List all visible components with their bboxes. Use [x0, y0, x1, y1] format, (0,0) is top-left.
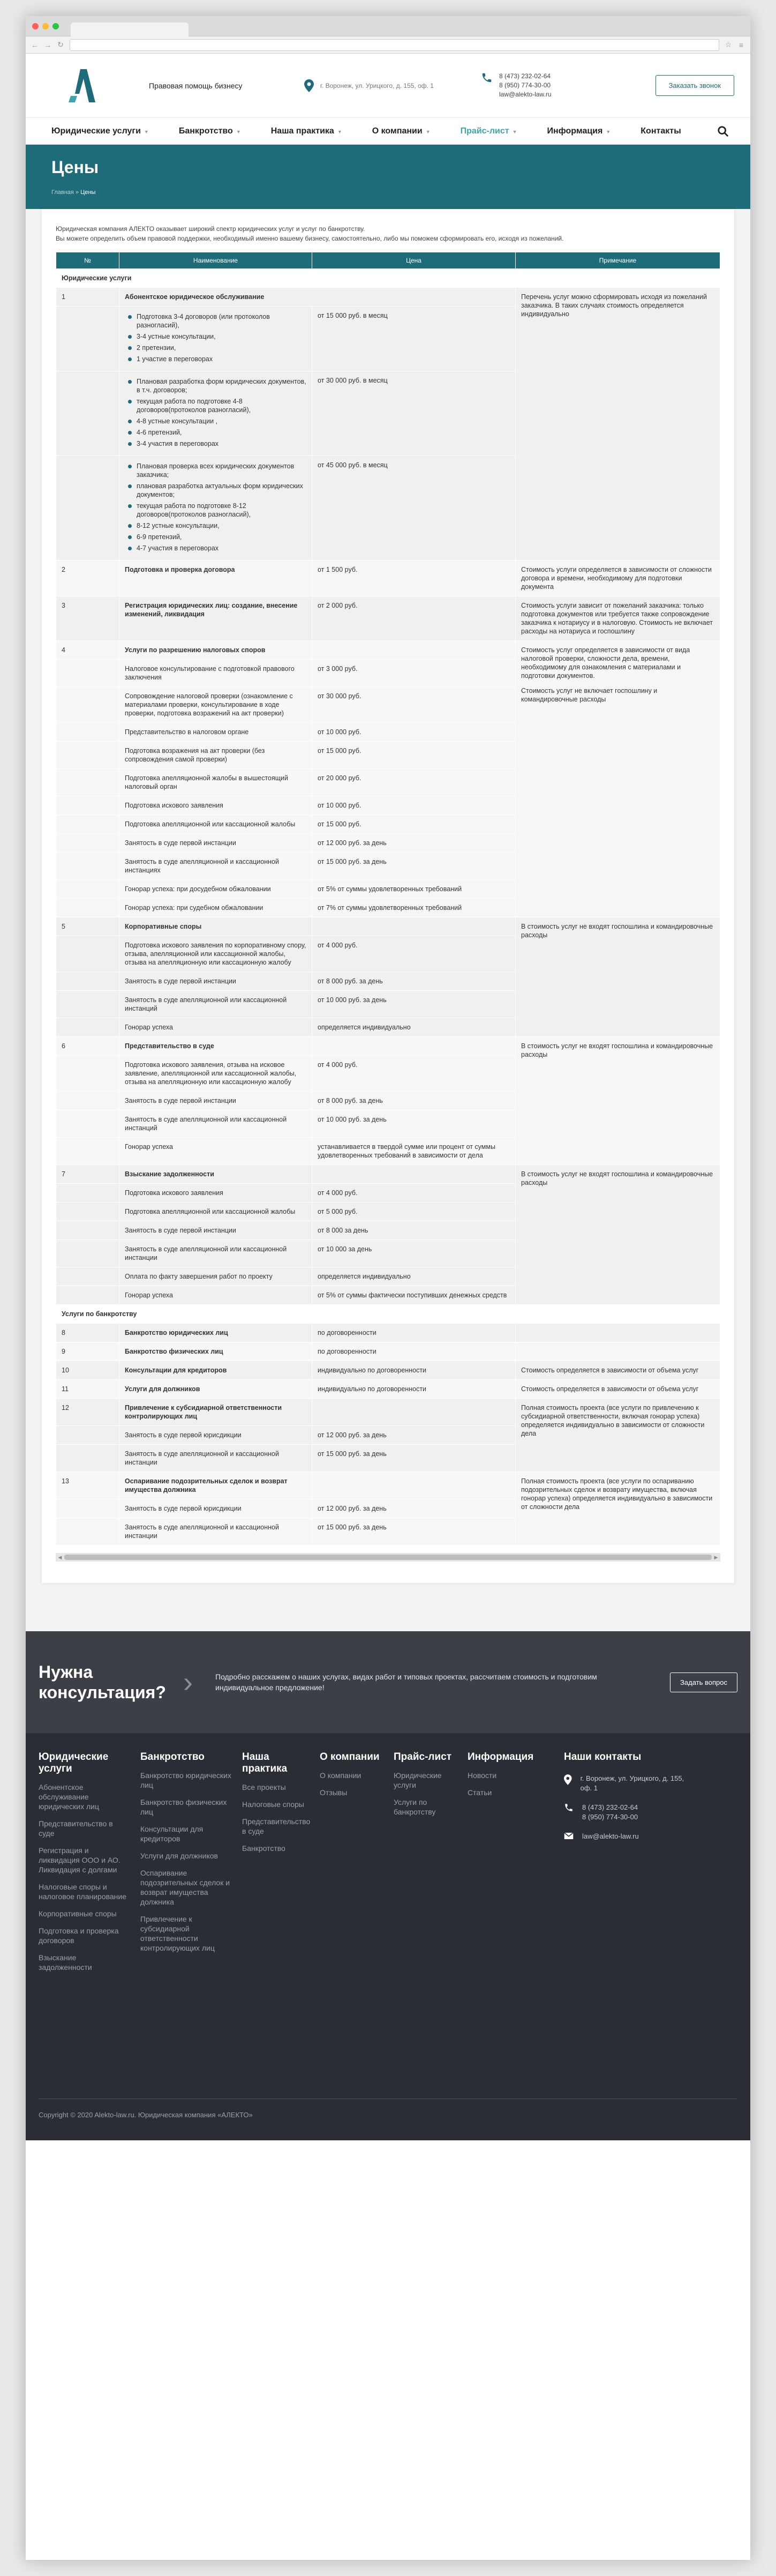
service-price: от 15 000 руб. за день — [312, 1445, 516, 1472]
intro-line-1: Юридическая компания АЛЕКТО оказывает широкий спектр юридических услуг и услуг по банкротству. — [56, 225, 365, 233]
row-number-empty — [56, 853, 119, 880]
row-number: 8 — [56, 1324, 119, 1342]
service-price: от 15 000 руб. — [312, 815, 516, 834]
row-price — [312, 1165, 516, 1184]
price-table — [56, 252, 720, 1545]
row-number: 5 — [56, 917, 119, 936]
ask-question-button[interactable]: Задать вопрос — [670, 1672, 737, 1692]
service-name: Гонорар успеха — [119, 1138, 312, 1165]
row-title: Подготовка и проверка договора — [119, 561, 312, 596]
breadcrumb-home[interactable]: Главная — [51, 189, 74, 196]
list-item: 4-6 претензий, — [137, 428, 306, 437]
footer-link[interactable]: Услуги для должников — [140, 1851, 218, 1860]
service-name: Занятость в суде первой юрисдикции — [119, 1426, 312, 1445]
row-note: Стоимость определяется в зависимости от объема услуг — [516, 1380, 720, 1399]
list-item: 4-7 участия в переговорах — [137, 544, 306, 552]
footer-link[interactable]: Представительство в суде — [39, 1819, 113, 1838]
site-footer — [26, 1733, 750, 2140]
row-number-empty — [56, 1286, 119, 1305]
row-number: 12 — [56, 1399, 119, 1426]
row-number-empty — [56, 1056, 119, 1092]
row-note — [516, 1324, 720, 1342]
browser-window — [26, 16, 750, 2560]
service-name: Подготовка апелляционной жалобы в вышестоящий налоговый орган — [119, 769, 312, 796]
service-price: от 15 000 руб. за день — [312, 1518, 516, 1545]
row-number-empty — [56, 687, 119, 723]
table-row — [56, 596, 720, 641]
footer-link[interactable]: Новости — [468, 1771, 497, 1780]
table-row — [56, 1361, 720, 1380]
row-note: Полная стоимость проекта (все услуги по оспариванию подозрительных сделок и возврату имущества, включая гонорар успеха) определяется индивидуально в зависимости от сложности дела — [516, 1472, 720, 1545]
list-item: 3-4 участия в переговорах — [137, 439, 306, 448]
row-number-empty — [56, 1426, 119, 1445]
list-item: 1 участие в переговорах — [137, 355, 306, 363]
section-row — [56, 269, 720, 288]
table-row — [56, 1324, 720, 1342]
row-title: Банкротство физических лиц — [119, 1342, 312, 1361]
window-controls — [32, 23, 59, 29]
row-number-empty — [56, 991, 119, 1018]
service-name: Подготовка апелляционной или кассационной жалобы — [119, 1203, 312, 1221]
footer-col-pricelist — [394, 1751, 457, 1980]
list-item: 8-12 устные консультации, — [137, 521, 306, 530]
row-number: 7 — [56, 1165, 119, 1184]
service-price: от 12 000 руб. за день — [312, 834, 516, 853]
list-item: плановая разработка актуальных форм юридических документов; — [137, 482, 306, 499]
list-item: 4-8 устные консультации , — [137, 417, 306, 425]
consultation-band — [26, 1631, 750, 1733]
service-name: Представительство в налоговом органе — [119, 723, 312, 742]
row-number: 1 — [56, 288, 119, 307]
service-price: от 15 000 руб. — [312, 742, 516, 769]
main-nav — [26, 118, 750, 145]
row-number: 11 — [56, 1380, 119, 1399]
service-name: Занятость в суде апелляционной и кассационной инстанции — [119, 1518, 312, 1545]
row-number-empty — [56, 1203, 119, 1221]
table-row — [56, 1037, 720, 1056]
col-header-name: Наименование — [119, 252, 312, 269]
table-row — [56, 561, 720, 596]
package-list — [119, 456, 312, 561]
breadcrumb — [51, 189, 725, 196]
chevron-down-icon: ▼ — [606, 129, 611, 135]
row-price: по договоренности — [312, 1324, 516, 1342]
service-price: от 5% от суммы удовлетворенных требований — [312, 880, 516, 899]
header-address-text: г. Воронеж, ул. Урицкого, д. 155, оф. 1 — [320, 81, 434, 89]
table-row — [56, 1472, 720, 1499]
consultation-text: Подробно расскажем о наших услугах, видах работ и типовых проектах, рассчитаем стоимость и подготовим индивидуальное предложение! — [215, 1672, 597, 1692]
chevron-down-icon: ▼ — [337, 129, 342, 135]
service-name: Занятость в суде первой инстанции — [119, 834, 312, 853]
row-number-empty — [56, 742, 119, 769]
service-price: от 5 000 руб. — [312, 1203, 516, 1221]
row-price — [312, 641, 516, 660]
footer-col-title: Прайс-лист — [394, 1751, 452, 1763]
service-name: Занятость в суде первой инстанции — [119, 1092, 312, 1110]
row-note — [516, 1342, 720, 1361]
package-price: от 15 000 руб. в месяц — [312, 307, 516, 371]
browser-tab[interactable] — [71, 23, 189, 36]
footer-link[interactable]: Статьи — [468, 1788, 492, 1797]
col-header-price: Цена — [312, 252, 516, 269]
service-name: Оплата по факту завершения работ по проекту — [119, 1267, 312, 1286]
row-price: от 2 000 руб. — [312, 596, 516, 641]
footer-link[interactable]: Взыскание задолженности — [39, 1953, 92, 1972]
package-list — [119, 371, 312, 456]
row-note: В стоимость услуг не входят госпошлина и командировочные расходы — [516, 917, 720, 1037]
service-price: от 30 000 руб. — [312, 687, 516, 723]
footer-col-title: Юридические услуги — [39, 1751, 109, 1774]
package-price: от 45 000 руб. в месяц — [312, 456, 516, 561]
service-name: Занятость в суде апелляционной или кассационной инстанции — [119, 1240, 312, 1267]
price-table-body — [56, 269, 720, 1545]
scroll-thumb[interactable] — [64, 1555, 712, 1560]
list-item: текущая работа по подготовке 8-12 договоров(протоколов разногласий), — [137, 502, 306, 519]
page-title: Цены — [51, 158, 99, 177]
phone-icon — [481, 72, 493, 84]
list-item: Подготовка 3-4 договоров (или протоколов разногласий), — [137, 312, 306, 330]
service-price: от 4 000 руб. — [312, 1056, 516, 1092]
footer-email[interactable]: law@alekto-law.ru — [582, 1832, 639, 1840]
footer-col-title: Наша практика — [242, 1751, 288, 1774]
footer-link[interactable]: Отзывы — [320, 1788, 348, 1797]
service-price: от 7% от суммы удовлетворенных требований — [312, 899, 516, 917]
nav-item-bankruptcy[interactable]: Банкротство ▼ — [178, 126, 241, 136]
footer-contacts — [564, 1751, 692, 1980]
service-price: от 12 000 руб. за день — [312, 1499, 516, 1518]
footer-contacts-title: Наши контакты — [564, 1751, 642, 1763]
row-title: Представительство в суде — [119, 1037, 312, 1056]
row-note: Перечень услуг можно сформировать исходя из пожеланий заказчика. В таких случаях стоимость определяется индивидуально — [516, 288, 720, 561]
tagline: Правовая помощь бизнесу — [149, 81, 243, 90]
service-price: от 8 000 за день — [312, 1221, 516, 1240]
service-price: от 10 000 руб. — [312, 723, 516, 742]
header-address — [304, 79, 459, 92]
footer-link[interactable]: Оспаривание подозрительных сделок и возврат имущества должника — [140, 1869, 230, 1906]
table-row — [56, 1165, 720, 1184]
service-price: от 8 000 руб. за день — [312, 1092, 516, 1110]
service-name: Подготовка возражения на акт проверки (без сопровождения самой проверки) — [119, 742, 312, 769]
menu-icon[interactable]: ≡ — [739, 40, 744, 49]
footer-phone-1[interactable]: 8 (473) 232-02-64 — [582, 1803, 638, 1811]
service-name: Подготовка искового заявления — [119, 796, 312, 815]
row-number: 9 — [56, 1342, 119, 1361]
forward-arrow-icon[interactable]: → — [44, 40, 51, 49]
site-header — [26, 54, 750, 118]
service-name: Налоговое консультирование с подготовкой правового заключения — [119, 660, 312, 687]
footer-link[interactable]: Корпоративные споры — [39, 1909, 117, 1918]
service-price: от 3 000 руб. — [312, 660, 516, 687]
service-name: Занятость в суде первой юрисдикции — [119, 1499, 312, 1518]
row-number: 13 — [56, 1472, 119, 1499]
list-item: 6-9 претензий, — [137, 533, 306, 541]
nav-item-contacts[interactable]: Контакты — [641, 126, 681, 136]
footer-link[interactable]: Банкротство юридических лиц — [140, 1771, 231, 1789]
chevron-down-icon: ▼ — [512, 129, 517, 135]
list-item: 2 претензии, — [137, 344, 306, 352]
list-item: Плановая разработка форм юридических документов, в т.ч. договоров; — [137, 378, 306, 394]
service-price: от 20 000 руб. — [312, 769, 516, 796]
row-number: 2 — [56, 561, 119, 596]
row-title: Банкротство юридических лиц — [119, 1324, 312, 1342]
row-number-empty — [56, 1499, 119, 1518]
footer-link[interactable]: Представительство в суде — [242, 1817, 311, 1835]
map-pin-icon — [304, 79, 314, 92]
breadcrumb-current: Цены — [80, 189, 96, 196]
footer-address: г. Воронеж, ул. Урицкого, д. 155, оф. 1 — [580, 1774, 684, 1792]
service-name: Подготовка искового заявления — [119, 1184, 312, 1203]
service-price: от 10 000 руб. — [312, 796, 516, 815]
footer-link[interactable]: Налоговые споры — [242, 1800, 304, 1809]
row-number: 10 — [56, 1361, 119, 1380]
service-name: Сопровождение налоговой проверки (ознакомление с материалами проверки, консультирование в ходе проверки, подготовка возражений на акт проверки) — [119, 687, 312, 723]
service-name: Подготовка искового заявления, отзыва на исковое заявление, апелляционной или кассационной жалобы, отзыва на апелляционную или кассационную жалобу — [119, 1056, 312, 1092]
row-price: индивидуально по договоренности — [312, 1380, 516, 1399]
address-bar[interactable] — [70, 39, 719, 51]
row-title: Услуги для должников — [119, 1380, 312, 1399]
service-price: от 12 000 руб. за день — [312, 1426, 516, 1445]
row-price: по договоренности — [312, 1342, 516, 1361]
row-price: от 1 500 руб. — [312, 561, 516, 596]
row-number-empty — [56, 936, 119, 972]
chevron-down-icon: ▼ — [425, 129, 431, 135]
footer-link[interactable]: О компании — [320, 1771, 361, 1780]
table-row — [56, 1399, 720, 1426]
row-title: Оспаривание подозрительных сделок и возврат имущества должника — [119, 1472, 312, 1499]
table-scrollbar[interactable] — [56, 1553, 720, 1562]
col-header-num: № — [56, 252, 119, 269]
nav-item-legal[interactable]: Юридические услуги ▼ — [51, 126, 149, 136]
footer-link[interactable]: Все проекты — [242, 1783, 286, 1791]
row-note-text: Стоимость услуг не включает госпошлину и командировочные расходы — [521, 687, 658, 703]
row-number-empty — [56, 1267, 119, 1286]
footer-link[interactable]: Банкротство — [242, 1844, 285, 1853]
intro-line-2: Вы можете определить объем правовой поддержки, необходимый именно вашему бизнесу, самостоятельно, либо мы поможем сформировать его, исходя из пожеланий. — [56, 235, 564, 242]
table-row — [56, 641, 720, 660]
row-number-empty — [56, 1184, 119, 1203]
row-note: Стоимость услуги определяется в зависимости от сложности договора и времени, необходимому для подготовки документа — [516, 561, 720, 596]
row-number-empty — [56, 972, 119, 991]
service-price: устанавливается в твердой сумме или процент от суммы удовлетворенных требований в зависимости от дела — [312, 1138, 516, 1165]
header-email[interactable]: law@alekto-law.ru — [499, 91, 552, 98]
row-number-empty — [56, 723, 119, 742]
breadcrumb-separator: » — [75, 189, 79, 196]
row-number-empty — [56, 1240, 119, 1267]
price-card — [42, 209, 734, 1583]
footer-link[interactable]: Налоговые споры и налоговое планирование — [39, 1883, 127, 1901]
service-price: от 5% от суммы фактически поступивших денежных средств — [312, 1286, 516, 1305]
row-title: Взыскание задолженности — [119, 1165, 312, 1184]
row-note: Полная стоимость проекта (все услуги по привлечению к субсидиарной ответственности, включая гонорар успеха) определяется индивидуально в зависимости от сложности дела — [516, 1399, 720, 1472]
row-title: Абонентское юридическое обслуживание — [119, 288, 516, 307]
row-price — [312, 1037, 516, 1056]
footer-link[interactable]: Привлечение к субсидиарной ответственности контролирующих лиц — [140, 1915, 215, 1952]
footer-col-about — [320, 1751, 383, 1980]
footer-col-legal — [39, 1751, 130, 1980]
section-row — [56, 1305, 720, 1324]
footer-link[interactable]: Регистрация и ликвидация ООО и АО. Ликвидация с долгами — [39, 1846, 120, 1874]
table-row — [56, 288, 720, 307]
row-number-empty — [56, 1138, 119, 1165]
row-number-empty — [56, 1445, 119, 1472]
chevron-right-icon: › — [183, 1666, 193, 1698]
service-name: Гонорар успеха — [119, 1286, 312, 1305]
service-name: Гонорар успеха: при досудебном обжаловании — [119, 880, 312, 899]
row-number-empty — [56, 796, 119, 815]
row-price — [312, 1472, 516, 1499]
row-number-empty — [56, 880, 119, 899]
row-price — [312, 917, 516, 936]
list-item: 3-4 устные консультации, — [137, 332, 306, 341]
row-price: индивидуально по договоренности — [312, 1361, 516, 1380]
footer-link[interactable]: Абонентское обслуживание юридических лиц — [39, 1783, 100, 1811]
header-phone-1[interactable]: 8 (473) 232-02-64 — [499, 72, 551, 80]
reload-icon[interactable]: ↻ — [57, 40, 64, 49]
nav-item-practice[interactable]: Наша практика ▼ — [270, 126, 342, 136]
header-phones — [481, 72, 599, 99]
consultation-title: Нужна консультация? — [39, 1662, 166, 1702]
close-window-button[interactable] — [32, 23, 39, 29]
footer-col-practice — [242, 1751, 309, 1980]
copyright: Copyright © 2020 Alekto-law.ru. Юридическая компания «АЛЕКТО» — [39, 2099, 737, 2119]
service-price: от 4 000 руб. — [312, 1184, 516, 1203]
list-item: текущая работа по подготовке 4-8 договоров(протоколов разногласий), — [137, 397, 306, 414]
phone-icon — [564, 1803, 574, 1812]
chevron-down-icon: ▼ — [236, 129, 241, 135]
row-number-empty — [56, 1018, 119, 1037]
row-note: В стоимость услуг не входят госпошлина и командировочные расходы — [516, 1037, 720, 1165]
service-price: от 8 000 руб. за день — [312, 972, 516, 991]
nav-item-info[interactable]: Информация ▼ — [547, 126, 611, 136]
service-name: Занятость в суде апелляционной или кассационной инстанций — [119, 991, 312, 1018]
section-title: Услуги по банкротству — [56, 1305, 720, 1324]
row-title: Регистрация юридических лиц: создание, внесение изменений, ликвидация — [119, 596, 312, 641]
row-number-empty — [56, 834, 119, 853]
star-icon[interactable]: ☆ — [725, 40, 732, 49]
footer-link[interactable]: Юридические услуги — [394, 1771, 442, 1789]
package-list — [119, 307, 312, 371]
service-name: Гонорар успеха — [119, 1018, 312, 1037]
row-number-empty — [56, 899, 119, 917]
chevron-down-icon: ▼ — [144, 129, 149, 135]
browser-titlebar — [26, 16, 750, 36]
row-note — [516, 641, 720, 917]
table-row — [56, 1380, 720, 1399]
col-header-note: Примечание — [516, 252, 720, 269]
footer-phone-2[interactable]: 8 (950) 774-30-00 — [582, 1813, 638, 1821]
service-name: Гонорар успеха: при судебном обжаловании — [119, 899, 312, 917]
row-title: Услуги по разрешению налоговых споров — [119, 641, 312, 660]
service-name: Занятость в суде апелляционной и кассационной инстанциях — [119, 853, 312, 880]
row-title: Привлечение к субсидиарной ответственности контролирующих лиц — [119, 1399, 312, 1426]
minimize-window-button[interactable] — [42, 23, 49, 29]
row-number-empty — [56, 769, 119, 796]
service-name: Подготовка апелляционной или кассационной жалобы — [119, 815, 312, 834]
service-price: определяется индивидуально — [312, 1018, 516, 1037]
scroll-right-icon[interactable]: ▶ — [714, 1555, 718, 1560]
row-number-empty — [56, 1221, 119, 1240]
row-note: Стоимость услуги зависит от пожеланий заказчика: только подготовка документов или требуется также сопровождение заказчика к нотариусу и в налоговую. Стоимость не включает расходы на нотариуса и госпошлину — [516, 596, 720, 641]
row-number-empty — [56, 1518, 119, 1545]
footer-columns — [39, 1751, 737, 1980]
row-number-empty — [56, 660, 119, 687]
service-name: Занятость в суде апелляционной или кассационной инстанций — [119, 1110, 312, 1138]
content-area — [26, 209, 750, 1631]
footer-col-title: Банкротство — [140, 1751, 205, 1763]
service-price: от 10 000 руб. за день — [312, 991, 516, 1018]
map-pin-icon — [564, 1774, 572, 1786]
row-note-text: Стоимость услуг определяется в зависимости от вида налоговой проверки, сложности дела, времени, необходимому для ознакомления с материалами и подготовки документов. — [521, 646, 690, 680]
footer-link[interactable]: Банкротство физических лиц — [140, 1798, 227, 1816]
service-name: Занятость в суде первой инстанции — [119, 972, 312, 991]
browser-toolbar — [26, 36, 750, 54]
service-price: определяется индивидуально — [312, 1267, 516, 1286]
row-number-empty — [56, 1110, 119, 1138]
section-title: Юридические услуги — [56, 269, 720, 288]
row-number-empty — [56, 815, 119, 834]
footer-col-info — [468, 1751, 553, 1980]
service-price: от 15 000 руб. за день — [312, 853, 516, 880]
service-name: Занятость в суде первой инстанции — [119, 1221, 312, 1240]
order-call-button[interactable]: Заказать звонок — [656, 75, 734, 96]
footer-link[interactable]: Консультации для кредиторов — [140, 1825, 204, 1843]
row-number: 4 — [56, 641, 119, 660]
row-number: 6 — [56, 1037, 119, 1056]
back-arrow-icon[interactable]: ← — [31, 40, 39, 49]
table-header-row — [56, 252, 720, 269]
nav-item-pricelist[interactable]: Прайс-лист ▼ — [460, 126, 517, 136]
footer-link[interactable]: Услуги по банкротству — [394, 1798, 436, 1816]
table-row — [56, 1342, 720, 1361]
row-price — [312, 1399, 516, 1426]
package-price: от 30 000 руб. в месяц — [312, 371, 516, 456]
maximize-window-button[interactable] — [52, 23, 59, 29]
footer-col-bankruptcy — [140, 1751, 231, 1980]
mail-icon — [564, 1832, 574, 1840]
footer-link[interactable]: Подготовка и проверка договоров — [39, 1927, 119, 1945]
scroll-left-icon[interactable]: ◀ — [58, 1555, 62, 1560]
header-phone-2[interactable]: 8 (950) 774-30-00 — [499, 81, 551, 89]
footer-col-title: О компании — [320, 1751, 380, 1763]
row-note: В стоимость услуг не входят госпошлина и командировочные расходы — [516, 1165, 720, 1305]
nav-item-about[interactable]: О компании ▼ — [372, 126, 431, 136]
service-name: Подготовка искового заявления по корпоративному спору, отзыва, апелляционной или кассационной жалобы, отзыва на апелляционную или кассационную жалобу — [119, 936, 312, 972]
logo[interactable] — [63, 67, 101, 104]
row-title: Консультации для кредиторов — [119, 1361, 312, 1380]
row-title: Корпоративные споры — [119, 917, 312, 936]
table-row — [56, 917, 720, 936]
page-hero — [26, 145, 750, 209]
intro-text — [56, 224, 720, 243]
service-price: от 4 000 руб. — [312, 936, 516, 972]
service-price: от 10 000 руб. за день — [312, 1110, 516, 1138]
row-note: Стоимость определяется в зависимости от объема услуг — [516, 1361, 720, 1380]
list-item: Плановая проверка всех юридических документов заказчика; — [137, 462, 306, 479]
search-icon[interactable] — [717, 125, 729, 137]
row-number-empty — [56, 1092, 119, 1110]
service-price: от 10 000 за день — [312, 1240, 516, 1267]
row-number: 3 — [56, 596, 119, 641]
service-name: Занятость в суде апелляционной и кассационной инстанции — [119, 1445, 312, 1472]
footer-col-title: Информация — [468, 1751, 534, 1763]
